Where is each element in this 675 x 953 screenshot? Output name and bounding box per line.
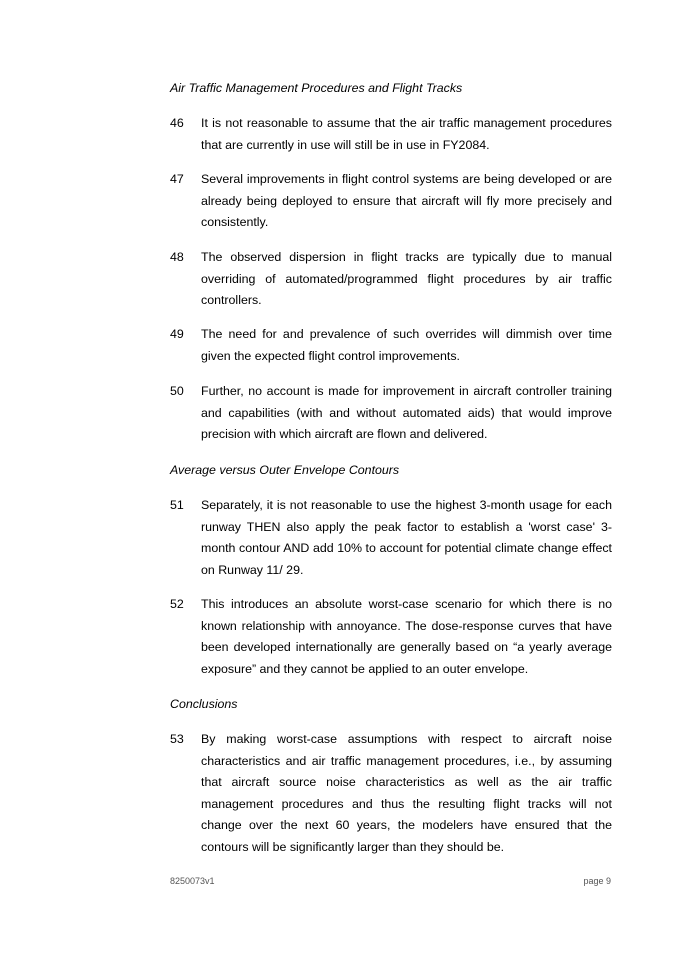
- paragraph-number: 52: [170, 597, 184, 611]
- paragraph: [170, 729, 612, 858]
- section-heading: Average versus Outer Envelope Contours: [170, 463, 400, 477]
- paragraph-number: 46: [170, 116, 184, 130]
- paragraph: [170, 247, 612, 312]
- footer-page-number: page 9: [583, 876, 611, 886]
- paragraph-text: Several improvements in flight control systems are being developed or are already being deployed to ensure that aircraft will fly more precisely and consistently.: [201, 172, 612, 229]
- paragraph-text: By making worst-case assumptions with respect to aircraft noise characteristics and air traffic management procedures, i.e., by assuming that aircraft source noise characteristics as well as the air traffic management procedures and thus the resulting flight tracks will not change over the next 60 years, the modelers have ensured that the contours will be significantly larger than they should be.: [201, 732, 612, 854]
- paragraph-text: Further, no account is made for improvement in aircraft controller training and capabilities (with and without automated aids) that would improve precision with which aircraft are flown and delivered.: [201, 384, 612, 441]
- paragraph-number: 53: [170, 732, 184, 746]
- paragraph: [170, 594, 612, 680]
- paragraph: [170, 113, 612, 156]
- paragraph: [170, 495, 612, 581]
- paragraph: [170, 324, 612, 367]
- paragraph-text: Separately, it is not reasonable to use the highest 3-month usage for each runway THEN also apply the peak factor to establish a 'worst case' 3-month contour AND add 10% to account for potential climate change effect on Runway 11/ 29.: [201, 498, 612, 577]
- paragraph-text: The observed dispersion in flight tracks are typically due to manual overriding of automated/programmed flight procedures by air traffic controllers.: [201, 250, 612, 307]
- footer-doc-id: 8250073v1: [170, 876, 215, 886]
- section-heading: Conclusions: [170, 697, 238, 711]
- paragraph: [170, 169, 612, 234]
- paragraph-number: 50: [170, 384, 184, 398]
- section-heading: Air Traffic Management Procedures and Flight Tracks: [170, 81, 463, 95]
- paragraph-text: It is not reasonable to assume that the air traffic management procedures that are currently in use will still be in use in FY2084.: [201, 116, 612, 152]
- paragraph-number: 47: [170, 172, 184, 186]
- paragraph-number: 51: [170, 498, 184, 512]
- paragraph: [170, 381, 612, 446]
- paragraph-number: 48: [170, 250, 184, 264]
- paragraph-text: This introduces an absolute worst-case scenario for which there is no known relationship with annoyance. The dose-response curves that have been developed internationally are generally based on “a yearly average exposure” and they cannot be applied to an outer envelope.: [201, 597, 612, 676]
- paragraph-number: 49: [170, 327, 184, 341]
- paragraph-text: The need for and prevalence of such overrides will dimmish over time given the expected flight control improvements.: [201, 327, 612, 363]
